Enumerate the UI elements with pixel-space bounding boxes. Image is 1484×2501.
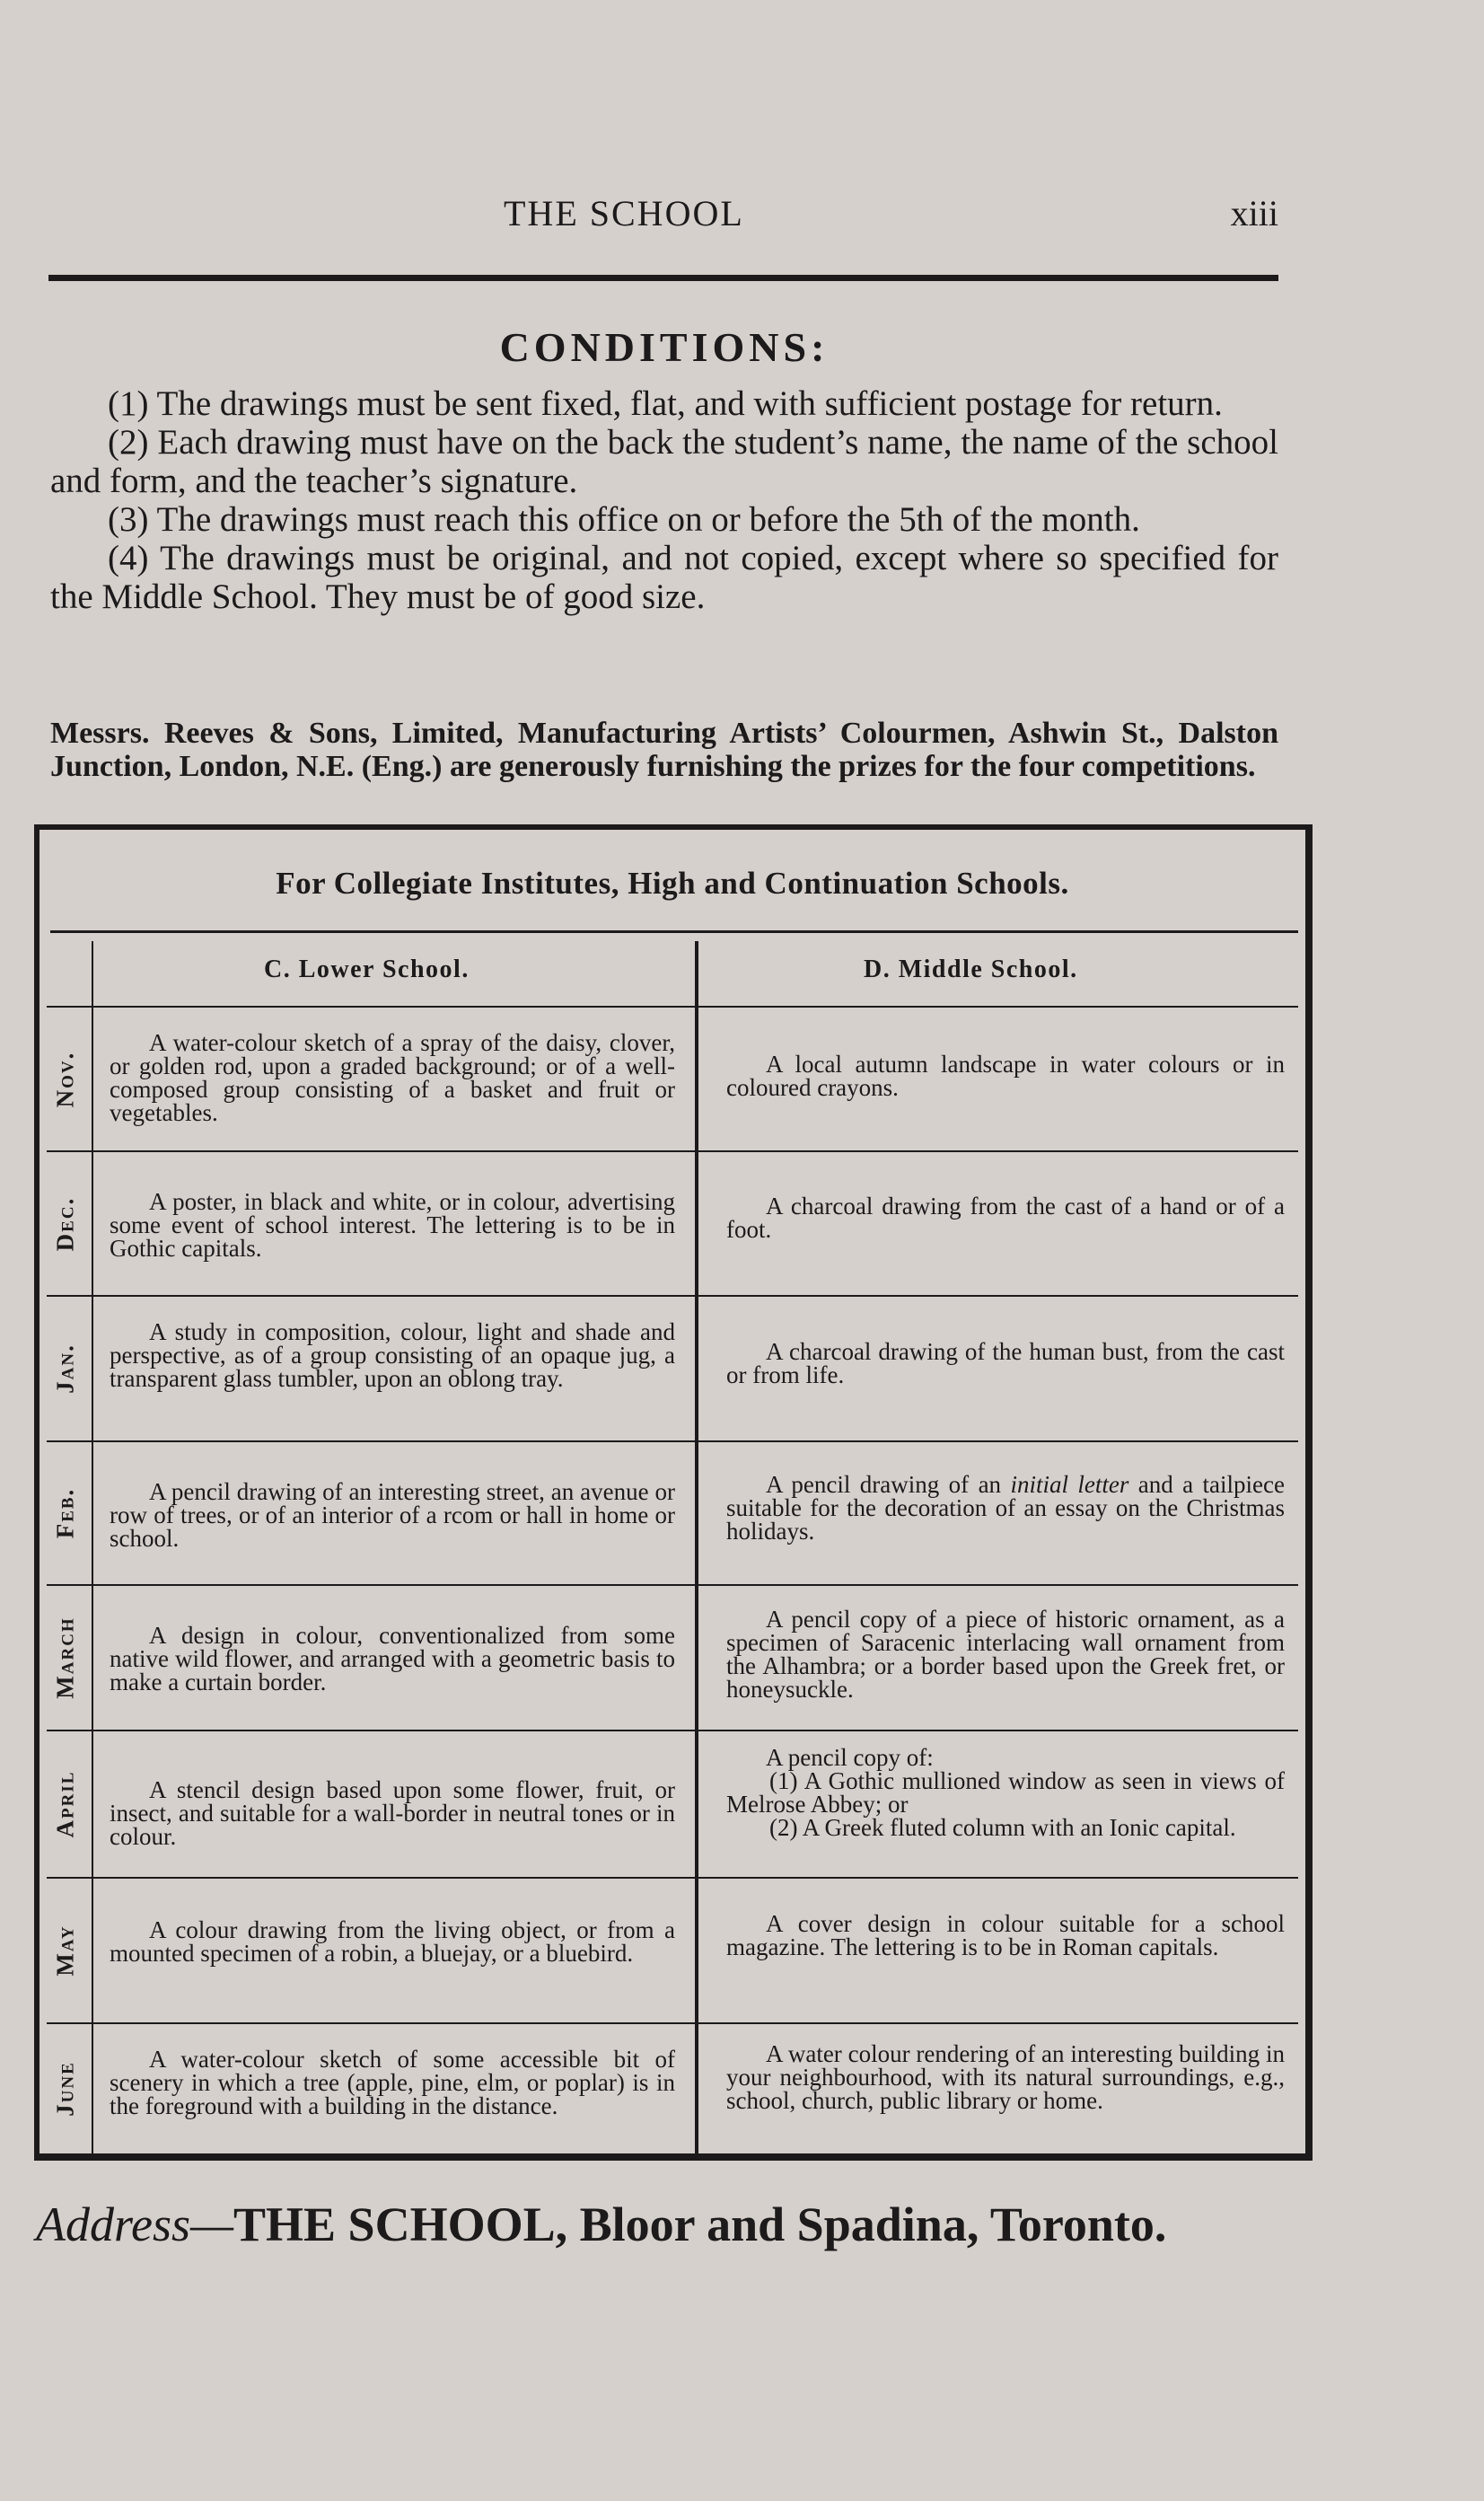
row-divider <box>47 1006 1298 1008</box>
middle-school-cell: A charcoal drawing of the human bust, from the cast or from life. <box>726 1338 1285 1388</box>
address-label: Address— <box>36 2197 234 2251</box>
middle-school-cell: A charcoal drawing from the cast of a hand or of a foot. <box>726 1193 1285 1243</box>
month-label <box>40 2024 92 2153</box>
middle-school-cell: A cover design in colour suitable for a school magazine. The lettering is to be in Roman capitals. <box>726 1910 1285 1960</box>
month-text: May <box>51 1924 79 1977</box>
month-text: Feb. <box>51 1487 79 1539</box>
page-number: xiii <box>1230 193 1278 233</box>
middle-school-cell: A water colour rendering of an interesting building in your neighbourhood, with its natural surroundings, e.g., school, church, public library or home. <box>726 2040 1285 2114</box>
lower-school-cell: A colour drawing from the living object, or from a mounted specimen of a robin, a bluejay, or a bluebird. <box>110 1916 675 1967</box>
address-text: THE SCHOOL, Bloor and Spadina, Toronto. <box>233 2197 1167 2251</box>
column-header-middle-school: D. Middle School. <box>864 955 1078 983</box>
april-d-line: A pencil copy of: <box>766 1744 934 1771</box>
row-divider <box>47 1440 1298 1442</box>
condition-item: (3) The drawings must reach this office on or before the 5th of the month. <box>108 500 1140 539</box>
feb-d-italic-term: initial letter <box>1010 1471 1129 1498</box>
month-text: June <box>51 2061 79 2117</box>
row-divider <box>47 1877 1298 1879</box>
april-d-line: (2) A Greek fluted column with an Ionic capital. <box>769 1814 1236 1841</box>
running-head <box>50 192 1278 237</box>
middle-school-cell <box>726 1746 1285 1839</box>
month-text: April <box>51 1770 79 1838</box>
conditions-list <box>50 384 1278 616</box>
row-divider <box>47 1584 1298 1586</box>
lower-school-cell: A design in colour, conventionalized from some native wild flower, and arranged with a geometric basis to make a curtain border. <box>110 1622 675 1695</box>
table-heading-rule <box>50 930 1298 933</box>
lower-school-cell: A water-colour sketch of some accessible bit of scenery in which a tree (apple, pine, elm, or poplar) is in the foreground with a building in the distance. <box>110 2046 675 2119</box>
month-text: Nov. <box>51 1051 79 1107</box>
condition-item: (4) The drawings must be original, and not copied, except where so specified for the Middle School. They must be of good size. <box>50 539 1278 616</box>
month-label <box>40 1731 92 1877</box>
month-text: Jan. <box>51 1343 79 1394</box>
lower-school-cell: A poster, in black and white, or in colour, advertising some event of school interest. The lettering is to be in Gothic capitals. <box>110 1188 675 1262</box>
month-label <box>40 1152 92 1295</box>
lower-school-cell: A water-colour sketch of a spray of the daisy, clover, or golden rod, upon a graded background; or of a well-composed group consisting of a basket and fruit or vegetables. <box>110 1029 675 1126</box>
row-divider <box>47 1295 1298 1297</box>
april-d-line: (1) A Gothic mullioned window as seen in views of Melrose Abbey; or <box>726 1767 1285 1818</box>
middle-school-cell: A local autumn landscape in water colours or in coloured crayons. <box>726 1051 1285 1101</box>
feb-d-text-start: A pencil drawing of an <box>766 1471 1011 1498</box>
row-divider <box>47 1730 1298 1731</box>
center-column-divider <box>695 941 698 2153</box>
condition-item: (2) Each drawing must have on the back the student’s name, the name of the school and form, and the teacher’s signature. <box>50 423 1278 500</box>
row-divider <box>47 2022 1298 2024</box>
table-heading: For Collegiate Institutes, High and Continuation Schools. <box>276 866 1069 901</box>
condition-item: (1) The drawings must be sent fixed, flat, and with sufficient postage for return. <box>108 384 1223 423</box>
row-divider <box>47 1150 1298 1152</box>
month-label <box>40 1879 92 2022</box>
lower-school-cell: A study in composition, colour, light and shade and perspective, as of a group consisting of an opaque jug, a transparent glass tumbler, upon an oblong tray. <box>110 1318 675 1392</box>
feb-d-text-end: and a tailpiece suitable for the decoration of an essay on the Christmas holidays. <box>726 1471 1285 1545</box>
competition-table <box>34 824 1313 2161</box>
address-line <box>36 2197 1311 2252</box>
lower-school-cell: A pencil drawing of an interesting street, an avenue or row of trees, or of an interior of a rcom or hall in home or school. <box>110 1478 675 1552</box>
column-header-lower-school: C. Lower School. <box>264 955 470 983</box>
middle-school-cell: A pencil copy of a piece of historic ornament, as a specimen of Saracenic interlacing wall ornament from the Alhambra; or a border based upon the Greek fret, or honeysuckle. <box>726 1606 1285 1703</box>
lower-school-cell: A stencil design based upon some flower, fruit, or insect, and suitable for a wall-border in neutral tones or in colour. <box>110 1776 675 1850</box>
sponsor-notice: Messrs. Reeves & Sons, Limited, Manufacturing Artists’ Colourmen, Ashwin St., Dalston Junction, London, N.E. (Eng.) are generously furnishing the prizes for the four competitions. <box>50 717 1278 783</box>
conditions-heading: CONDITIONS: <box>499 324 830 370</box>
middle-school-cell <box>726 1473 1285 1543</box>
month-column-divider <box>92 941 93 2153</box>
month-label <box>40 1586 92 1730</box>
month-label <box>40 1442 92 1584</box>
month-text: Dec. <box>51 1196 79 1251</box>
running-title: THE SCHOOL <box>504 193 744 233</box>
month-text: March <box>51 1616 79 1699</box>
header-rule <box>48 275 1278 281</box>
month-label <box>40 1297 92 1440</box>
month-label <box>40 1008 92 1150</box>
